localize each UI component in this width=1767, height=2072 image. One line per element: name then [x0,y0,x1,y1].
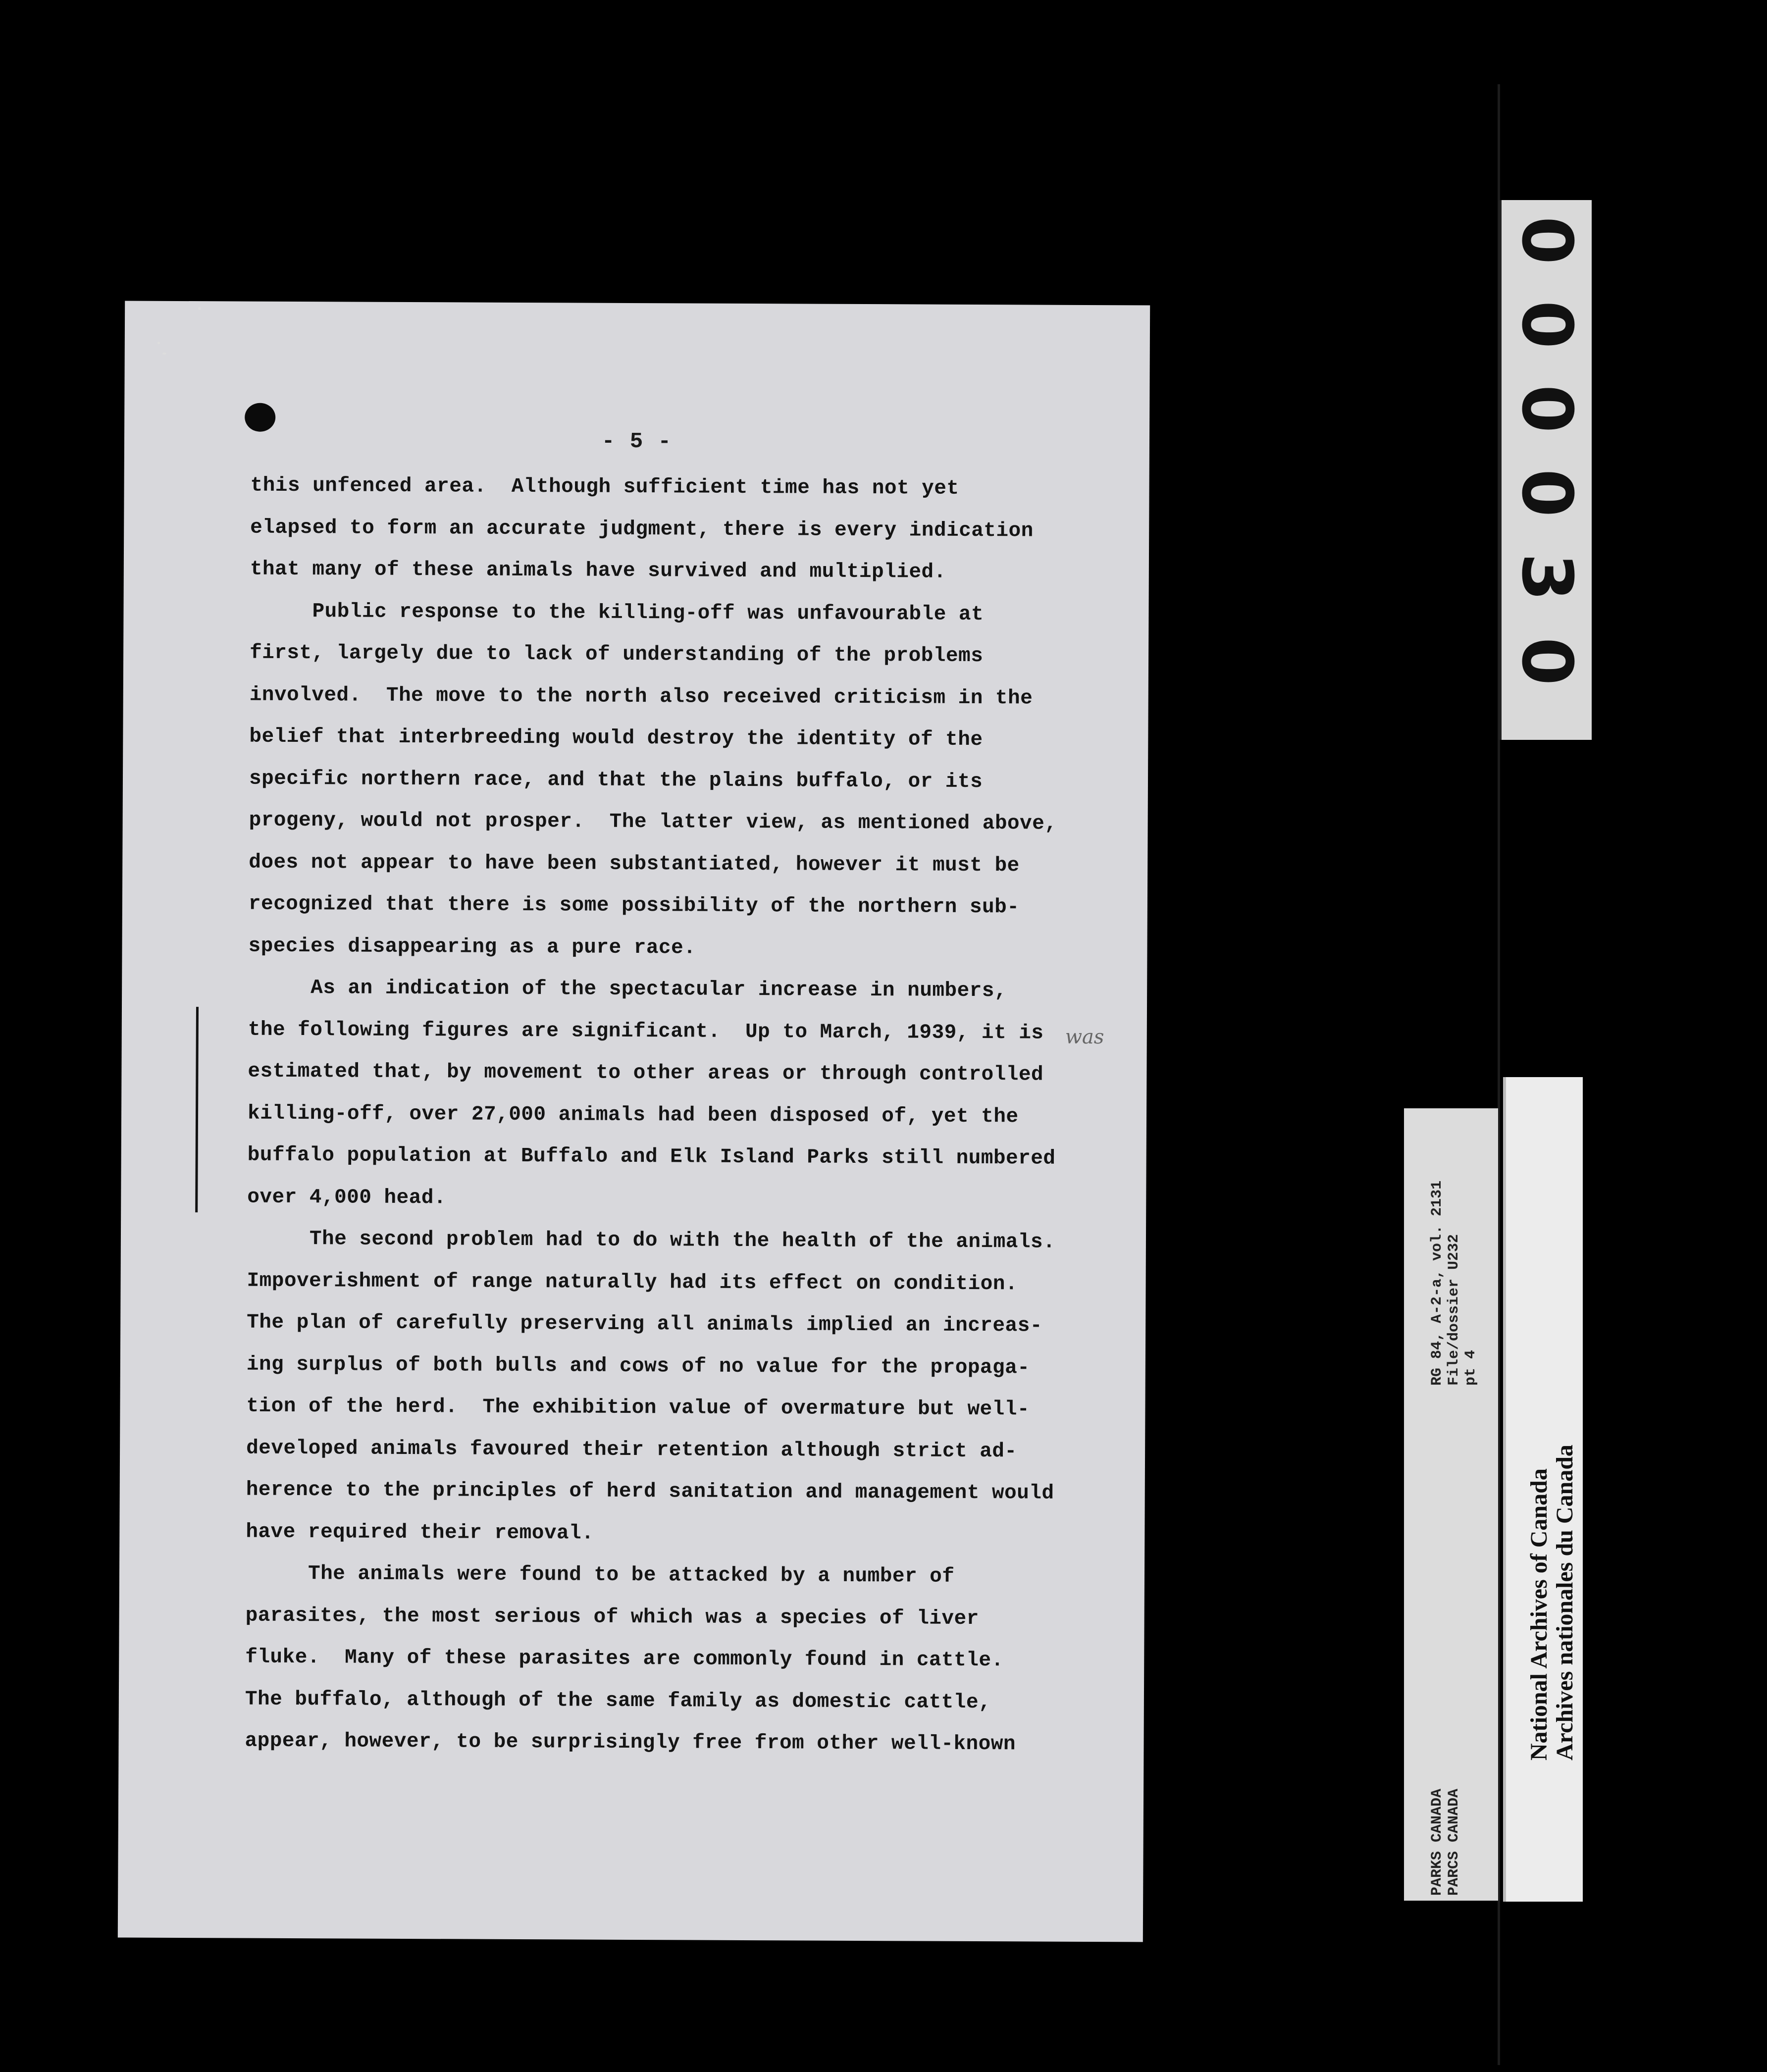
text-line: herence to the principles of herd sanitation and management would [246,1478,1054,1505]
institution-name: National Archives of Canada [1526,1468,1552,1761]
paragraph [250,465,1142,594]
text-line: The buffalo, although of the same family as domestic cattle, [245,1688,991,1714]
document-page [118,301,1150,1942]
margin-mark [195,1007,199,1212]
text-line: estimated that, by movement to other areas or through controlled [248,1060,1044,1087]
paragraph [246,1218,1139,1557]
text-line: does not appear to have been substantiated, however it must be [249,851,1020,877]
body-text [245,465,1142,1766]
text-line: parasites, the most serious of which was a species of liver [245,1604,979,1630]
text-line: recognized that there is some possibility of the northern sub- [248,892,1020,919]
film-speck [198,307,201,310]
reel-digit: 3 [1506,553,1587,602]
handwritten-insert: was [1065,1025,1104,1049]
paragraph [248,590,1141,971]
archive-reference-label [1404,1108,1498,1901]
archive-reference-line: RG 84, A-2-a, vol. 2131 [1429,1180,1446,1386]
text-line: that many of these animals have survived and multiplied. [250,558,946,584]
reel-digit: 0 [1506,637,1587,686]
text-line: have required their removal. [246,1520,594,1545]
archive-reference-line: File/dossier U232 [1446,1234,1462,1386]
text-line: progeny, would not prosper. The latter view, as mentioned above, [249,809,1057,835]
reel-digit: 0 [1506,300,1587,349]
text-line: killing-off, over 27,000 animals had been disposed of, yet the [247,1102,1019,1128]
text-line: species disappearing as a pure race. [248,934,696,960]
text-line: involved. The move to the north also received criticism in the [249,683,1033,710]
text-line: The second problem had to do with the health of the animals. [309,1228,1056,1254]
agency-name: PARCS CANADA [1446,1788,1462,1896]
archive-reference-line: pt 4 [1462,1349,1479,1386]
text-line: this unfenced area. Although sufficient time has not yet [250,474,959,500]
text-line: As an indication of the spectacular increase in numbers, [311,977,1007,1003]
paragraph [245,1553,1137,1766]
text-line: buffalo population at Buffalo and Elk Island Parks still numbered [247,1143,1056,1170]
text-line: belief that interbreeding would destroy the identity of the [249,725,983,752]
text-line: over 4,000 head. [247,1186,447,1209]
text-line: the following figures are significant. Up to March, 1939, it is [248,1018,1044,1045]
text-line: specific northern race, and that the plains buffalo, or its [249,767,983,793]
text-line: appear, however, to be surprisingly free from other well-known [245,1729,1016,1756]
institution-label [1503,1077,1583,1902]
text-line: The animals were found to be attacked by a number of [308,1562,955,1588]
text-line: The plan of carefully preserving all animals implied an increas- [247,1311,1042,1338]
reel-digit: 0 [1506,468,1587,518]
film-speck [162,353,166,355]
reel-digit: 0 [1506,216,1587,265]
text-line: first, largely due to lack of understanding of the problems [250,641,984,668]
film-speck [157,342,160,344]
text-line: Public response to the killing-off was unfavourable at [312,600,984,626]
agency-name: PARKS CANADA [1429,1788,1446,1896]
text-line: fluke. Many of these parasites are commonly found in cattle. [245,1646,1004,1672]
text-line: developed animals favoured their retention although strict ad- [246,1437,1017,1463]
text-line: Impoverishment of range naturally had its effect on condition. [247,1269,1018,1295]
text-line: elapsed to form an accurate judgment, there is every indication [250,516,1034,543]
text-line: ing surplus of both bulls and cows of no value for the propaga- [246,1353,1030,1379]
institution-name: Archives nationales du Canada [1552,1445,1578,1761]
reel-number-strip [1499,200,1592,740]
text-line: tion of the herd. The exhibition value of overmature but well- [246,1395,1030,1421]
paragraph [247,967,1140,1222]
page-number: - 5 - [601,429,673,455]
reel-digit: 0 [1506,384,1587,433]
